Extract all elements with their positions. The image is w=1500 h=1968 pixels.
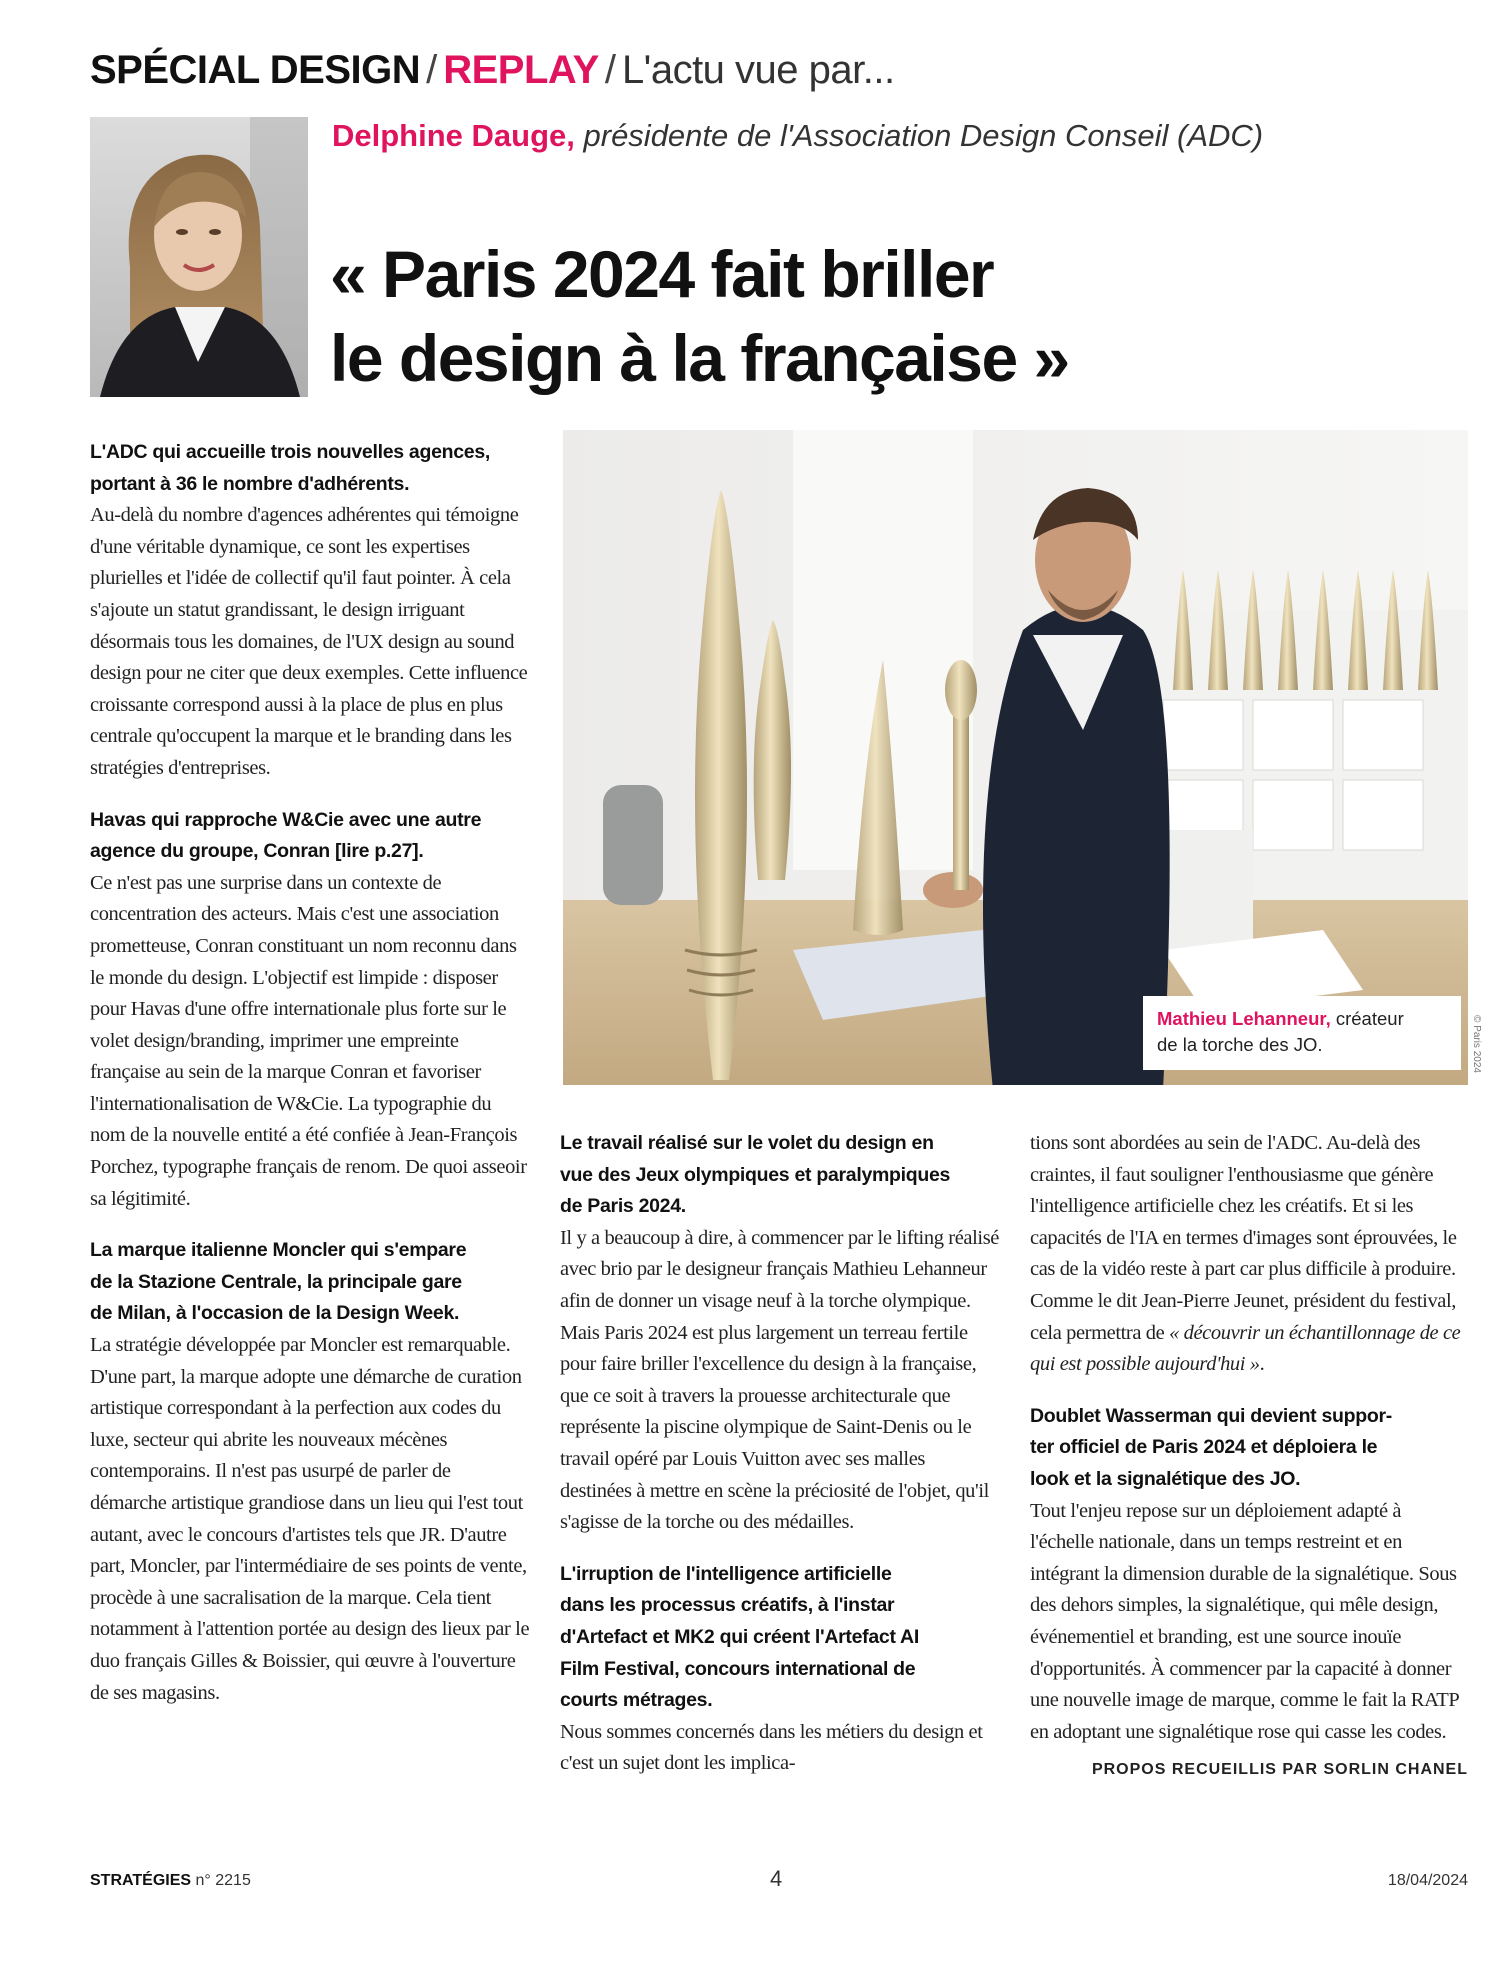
lead-line: portant à 36 le nombre d'adhérents. bbox=[90, 472, 410, 495]
rubric-special-design: SPÉCIAL DESIGN bbox=[90, 48, 421, 92]
article-column-2 bbox=[560, 1128, 1000, 1800]
person-portrait-icon bbox=[90, 117, 308, 397]
lead-line: d'Artefact et MK2 qui créent l'Artefact AI bbox=[560, 1625, 919, 1648]
section-lead bbox=[90, 805, 530, 868]
rubric-header bbox=[90, 40, 895, 100]
quote-text: « découvrir un échantillonnage de ce qui est possible aujourd'hui » bbox=[1030, 1321, 1461, 1376]
body-text: . bbox=[1259, 1353, 1265, 1376]
lead-line: courts métrages. bbox=[560, 1689, 713, 1712]
headline bbox=[330, 232, 1430, 400]
lead-line: vue des Jeux olympiques et paralympiques bbox=[560, 1163, 951, 1186]
lead-line: La marque italienne Moncler qui s'empare bbox=[90, 1239, 467, 1262]
caption-text: créateur bbox=[1335, 1008, 1404, 1029]
section-lead bbox=[560, 1128, 1000, 1223]
section-lead bbox=[1030, 1401, 1468, 1496]
headline-line-1: « Paris 2024 fait briller bbox=[330, 237, 994, 311]
lead-line: Film Festival, concours international de bbox=[560, 1657, 916, 1680]
lead-line: de Paris 2024. bbox=[560, 1195, 686, 1218]
lead-line: agence du groupe, Conran [lire p.27]. bbox=[90, 840, 424, 863]
footer-page-number: 4 bbox=[770, 1866, 783, 1891]
lead-line: Doublet Wasserman qui devient suppor- bbox=[1030, 1404, 1392, 1427]
headline-line-2: le design à la française » bbox=[330, 321, 1069, 395]
lead-line: de Milan, à l'occasion de la Design Week. bbox=[90, 1302, 460, 1325]
lead-line: dans les processus créatifs, à l'instar bbox=[560, 1594, 895, 1617]
photo-credit-text: © Paris 2024 bbox=[1471, 1015, 1482, 1073]
rubric-separator: / bbox=[426, 48, 438, 92]
lead-line: Havas qui rapproche W&Cie avec une autre bbox=[90, 808, 482, 831]
section-lead bbox=[560, 1559, 1000, 1717]
author-role: présidente de l'Association Design Conseil (ADC) bbox=[583, 118, 1264, 153]
author-name: Delphine Dauge, bbox=[332, 118, 575, 153]
rubric-separator: / bbox=[604, 48, 616, 92]
footer-date: 18/04/2024 bbox=[1387, 1872, 1468, 1889]
section-body: Au-delà du nombre d'agences adhérentes qui témoigne d'une véritable dynamique, ce sont les expertises plurielles et l'idée de collectif qu'il faut pointer. À cela s'ajoute un statut grandissant, le design irriguant désormais tous les domaines, de l'UX design au sound design pour ne citer que deux exemples. Cette influence croissante correspond aussi à la place de plus en plus centrale qu'occupent la marque et le branding dans les stratégies d'entreprises. bbox=[90, 504, 528, 779]
photo-credit bbox=[1470, 1015, 1484, 1095]
section-body: La stratégie développée par Moncler est remarquable. D'une part, la marque adopte une démarche de curation artistique correspondant à la perfection aux codes du luxe, secteur qui abrite les nouveaux mécènes contemporains. Il n'est pas usurpé de parler de démarche artistique grandiose dans un lieu qui l'est tout autant, avec le concours d'artistes tels que JR. D'autre part, Moncler, par l'intermédiaire de ses points de vente, procède à une sacralisation de la marque. Cela tient notamment à l'attention portée au design des lieux par le duo français Gilles & Boissier, qui œuvre à l'ouverture de ses magasins. bbox=[90, 1334, 530, 1704]
footer-issue: n° 2215 bbox=[195, 1872, 251, 1889]
rubric-replay: REPLAY bbox=[443, 48, 599, 92]
lead-line: L'irruption de l'intelligence artificielle bbox=[560, 1562, 892, 1585]
section-body: Tout l'enjeu repose sur un déploiement adapté à l'échelle nationale, dans un temps restreint et en intégrant la dimension durable de la signalétique. Sous des dehors simples, la signalétique, qui mêle design, événementiel et branding, est une source inouïe d'opportunités. À commencer par la capacité à donner une nouvelle image de marque, comme le fait la RATP en adoptant une signalétique rose qui casse les codes. bbox=[1030, 1499, 1459, 1743]
caption-name: Mathieu Lehanneur, bbox=[1157, 1008, 1331, 1029]
portrait-photo bbox=[90, 117, 308, 397]
lead-line: look et la signalétique des JO. bbox=[1030, 1467, 1301, 1490]
footer-brand: STRATÉGIES bbox=[90, 1872, 192, 1889]
article-column-3 bbox=[1030, 1128, 1468, 1786]
interview-credit: PROPOS RECUEILLIS PAR SORLIN CHANEL bbox=[1091, 1761, 1468, 1779]
article-photo bbox=[563, 430, 1468, 1085]
lead-line: L'ADC qui accueille trois nouvelles agences, bbox=[90, 441, 490, 463]
designer-with-torches-icon bbox=[563, 430, 1468, 1085]
section-lead bbox=[90, 1235, 530, 1330]
section-body: Il y a beaucoup à dire, à commencer par le lifting réalisé avec brio par le designeur français Mathieu Lehanneur afin de donner un visage neuf à la torche olympique. Mais Paris 2024 est plus largement un terreau fertile pour faire briller l'excellence du design à la française, que ce soit à travers la prouesse architecturale que représente la piscine olympique de Saint-Denis ou le travail opéré par Louis Vuitton avec ses malles destinées à mettre en scène la préciosité de l'objet, qu'il s'agisse de la torche ou des médailles. bbox=[560, 1226, 999, 1534]
byline bbox=[332, 112, 1263, 160]
body-text: tions sont abordées au sein de l'ADC. Au-delà des craintes, il faut souligner l'enthousiasme que génère l'intelligence artificielle chez les créatifs. Et si les capacités de l'IA en termes d'images sont éprouvées, le cas de la vidéo reste à part car plus difficile à produire. Comme le dit Jean-Pierre Jeunet, président du festival, cela permettra de bbox=[1030, 1132, 1457, 1344]
lead-line: Le travail réalisé sur le volet du design en bbox=[560, 1132, 934, 1154]
rubric-actu: L'actu vue par... bbox=[621, 48, 895, 92]
section-body bbox=[1030, 1128, 1468, 1381]
caption-text: de la torche des JO. bbox=[1157, 1034, 1323, 1055]
section-body: Ce n'est pas une surprise dans un contexte de concentration des acteurs. Mais c'est une association prometteuse, Conran constituant un nom reconnu dans le monde du design. L'objectif est limpide : disposer pour Havas d'une offre internationale plus forte sur le volet design/branding, imprimer une empreinte française au sein de la marque Conran et favoriser l'internationalisation de W&Cie. La typographie du nom de la nouvelle entité a été confiée à Jean-François Porchez, typographe français de renom. De quoi asseoir sa légitimité. bbox=[90, 871, 527, 1210]
lead-line: ter officiel de Paris 2024 et déploiera le bbox=[1030, 1436, 1378, 1459]
section-body: Nous sommes concernés dans les métiers du design et c'est un sujet dont les implica- bbox=[560, 1720, 983, 1775]
article-column-1 bbox=[90, 437, 530, 1729]
lead-line: de la Stazione Centrale, la principale gare bbox=[90, 1270, 462, 1293]
photo-caption bbox=[1143, 996, 1461, 1070]
footer-publication bbox=[90, 1872, 251, 1902]
section-lead bbox=[90, 437, 530, 500]
